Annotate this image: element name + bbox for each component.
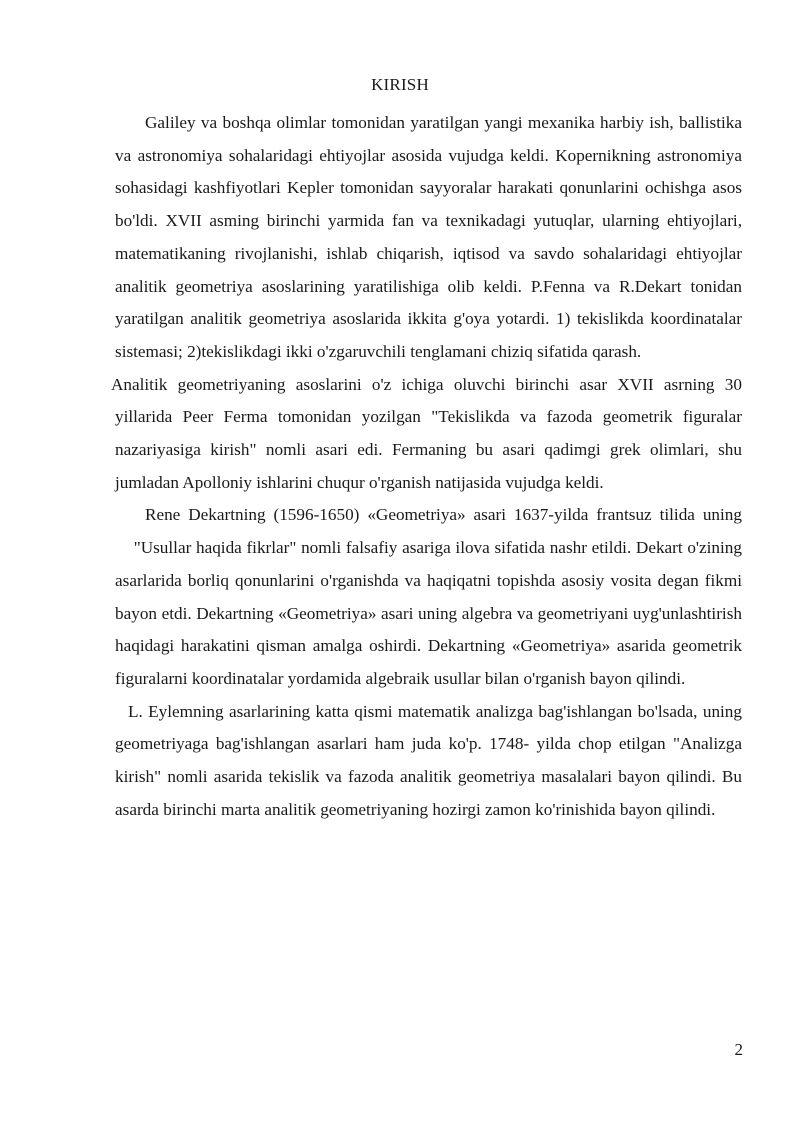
- paragraph-3: Rene Dekartning (1596-1650) «Geometriya» asari 1637-yilda frantsuz tilida uning "Usullar haqida fikrlar" nomli falsafiy asariga ilova sifatida nashr etildi. Dekart o'zining asarlarida borliq qonunlarini o'rganishda va haqiqatni topishda asosiy vosita degan fikmi bayon etdi. Dekartning «Geometriya» asari uning algebra va geometriyani uyg'unlashtirish haqidagi harakatini qisman amalga oshirdi. Dekartning «Geometriya» asarida geometrik figuralarni koordinatalar yordamida algebraik usullar bilan o'rganish bayon qilindi.: [115, 505, 742, 688]
- paragraph-2: Analitik geometriyaning asoslarini o'z ichiga oluvchi birinchi asar XVII asrning 30 yillarida Peer Ferma tomonidan yozilgan "Tekislikda va fazoda geometrik figuralar nazariyasiga kirish" nomli asari edi. Fermaning bu asari qadimgi grek olimlari, shu jumladan Apolloniy ishlarini chuqur o'rganish natijasida vujudga keldi.: [111, 374, 742, 492]
- paragraph-4: L. Eylemning asarlarining katta qismi matematik analizga bag'ishlangan bo'lsada, uning geometriyaga bag'ishlangan asarlari ham juda ko'p. 1748- yilda chop etilgan "Analizga kirish" nomli asarida tekislik va fazoda analitik geometriya masalalari bayon qilindi. Bu asarda birinchi marta analitik geometriyaning hozirgi zamon ko'rinishida bayon qilindi.: [115, 701, 742, 819]
- page-title: KIRISH: [371, 75, 429, 94]
- paragraph-1: Galiley va boshqa olimlar tomonidan yaratilgan yangi mexanika harbiy ish, ballistika va astronomiya sohalaridagi ehtiyojlar asosida vujudga keldi. Kopernikning astronomiya sohasidagi kashfiyotlari Kepler tomonidan sayyoralar harakati qonunlarini ochishga asos bo'ldi. XVII asming birinchi yarmida fan va texnikadagi yutuqlar, ularning ehtiyojlari, matematikaning rivojlanishi, ishlab chiqarish, iqtisod va savdo sohalaridagi ehtiyojlar analitik geometriya asoslarining yaratilishiga olib keldi. P.Fenna va R.Dekart tonidan yaratilgan analitik geometriya asoslarida ikkita g'oya yotardi. 1) tekislikda koordinatalar sistemasi; 2)tekislikdagi ikki o'zgaruvchili tenglamani chiziq sifatida qarash.: [115, 113, 742, 361]
- page-number: 2: [734, 1040, 743, 1059]
- body-text: [111, 107, 742, 826]
